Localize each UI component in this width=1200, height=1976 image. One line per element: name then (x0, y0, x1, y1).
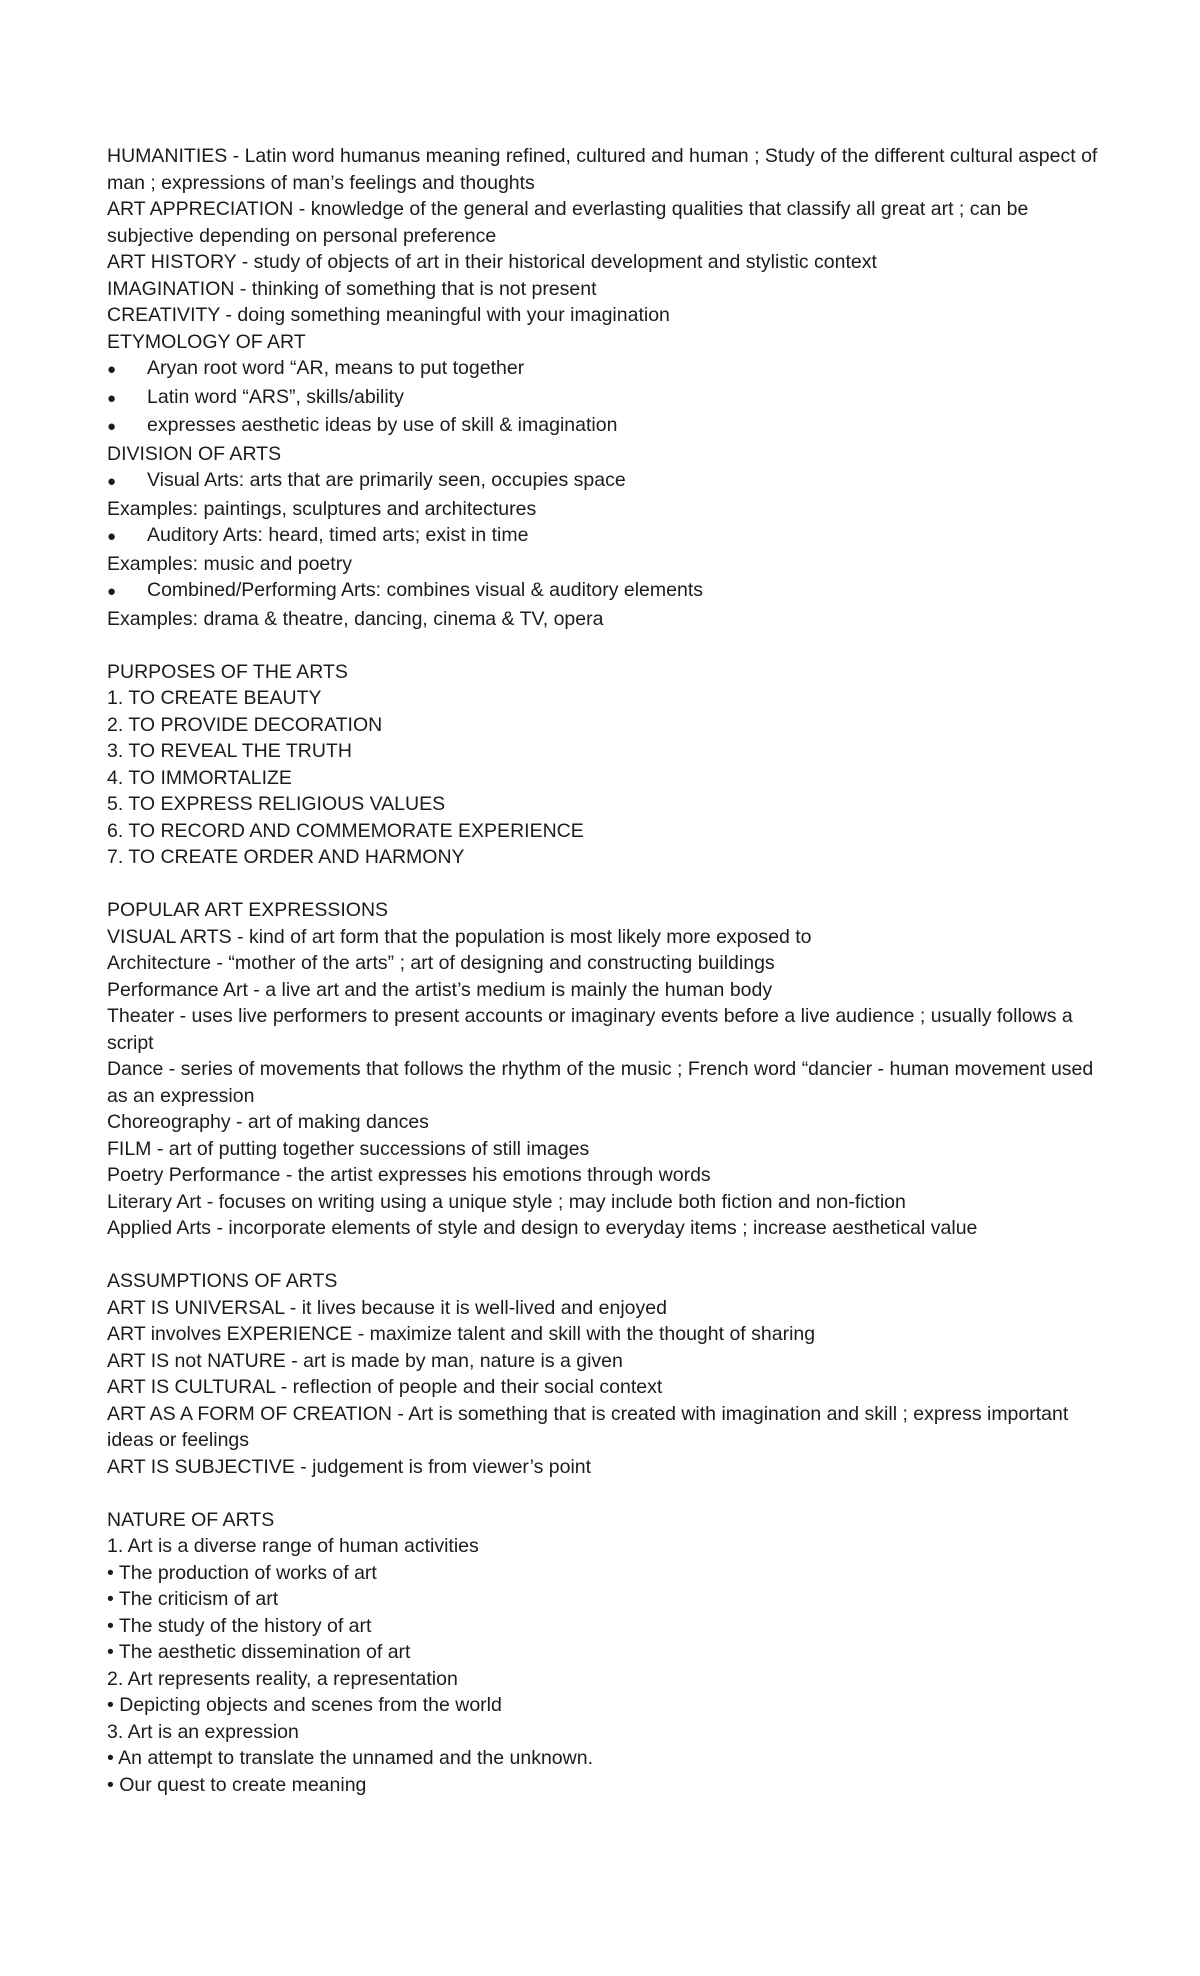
purpose-item: 2. TO PROVIDE DECORATION (107, 713, 383, 736)
document-page (107, 143, 1107, 1798)
division-example: Examples: music and poetry (107, 552, 352, 575)
assumption-item: ART IS SUBJECTIVE - judgement is from viewer’s point (107, 1455, 592, 1478)
bullet-icon: ● (107, 528, 117, 545)
assumption-item: ART IS UNIVERSAL - it lives because it is well-lived and enjoyed (107, 1296, 667, 1319)
division-example: Examples: paintings, sculptures and architectures (107, 497, 537, 520)
creativity-definition: CREATIVITY - doing something meaningful with your imagination (107, 304, 670, 326)
nature-item: • Depicting objects and scenes from the world (107, 1694, 502, 1716)
assumptions-section (107, 1268, 1107, 1480)
popular-item: Applied Arts - incorporate elements of style and design to everyday items ; increase aesthetical value (107, 1217, 978, 1239)
bullet-icon: ● (107, 473, 117, 490)
purposes-section (107, 659, 1107, 871)
art-history-definition: ART HISTORY - study of objects of art in their historical development and stylistic context (107, 251, 877, 273)
assumption-item: ART AS A FORM OF CREATION - Art is something that is created with imagination and skill ; express important ideas or feelings (107, 1402, 1074, 1451)
nature-item: • Our quest to create meaning (107, 1773, 367, 1796)
popular-item: Dance - series of movements that follows the rhythm of the music ; French word “dancier - human movement used as an expression (107, 1058, 1099, 1107)
nature-heading: NATURE OF ARTS (107, 1508, 275, 1531)
etymology-bullet (107, 355, 1107, 384)
division-section (107, 441, 1107, 633)
nature-item: 1. Art is a diverse range of human activities (107, 1535, 479, 1557)
division-bullet-text: Visual Arts: arts that are primarily seen, occupies space (147, 469, 626, 491)
division-example: Examples: drama & theatre, dancing, cinema & TV, opera (107, 607, 604, 630)
etymology-bullet (107, 412, 1107, 441)
division-bullet (107, 577, 1107, 606)
etymology-bullet-text: expresses aesthetic ideas by use of skill & imagination (147, 414, 618, 436)
nature-section (107, 1507, 1107, 1799)
popular-item: Architecture - “mother of the arts” ; art of designing and constructing buildings (107, 952, 775, 974)
nature-item: 2. Art represents reality, a representation (107, 1667, 458, 1690)
division-bullet (107, 522, 1107, 551)
popular-heading: POPULAR ART EXPRESSIONS (107, 899, 389, 921)
etymology-section (107, 329, 1107, 441)
nature-item: 3. Art is an expression (107, 1720, 299, 1743)
assumption-item: ART involves EXPERIENCE - maximize talent and skill with the thought of sharing (107, 1323, 816, 1345)
bullet-icon: ● (107, 361, 117, 378)
popular-item: Performance Art - a live art and the artist’s medium is mainly the human body (107, 978, 773, 1001)
popular-item: VISUAL ARTS - kind of art form that the population is most likely more exposed to (107, 925, 812, 948)
art-appreciation-definition: ART APPRECIATION - knowledge of the general and everlasting qualities that classify all great art ; can be subjective depending on personal preference (107, 198, 1034, 247)
division-bullet (107, 467, 1107, 496)
bullet-icon: ● (107, 389, 117, 407)
bullet-icon: ● (107, 583, 117, 600)
section-spacer (107, 871, 1107, 898)
purpose-item: 7. TO CREATE ORDER AND HARMONY (107, 846, 465, 868)
nature-item: • The study of the history of art (107, 1614, 372, 1637)
nature-item: • An attempt to translate the unnamed and the unknown. (107, 1747, 593, 1769)
section-spacer (107, 1242, 1107, 1269)
popular-item: FILM - art of putting together successions of still images (107, 1137, 590, 1160)
popular-item: Literary Art - focuses on writing using a unique style ; may include both fiction and non-fiction (107, 1190, 906, 1213)
nature-item: • The production of works of art (107, 1561, 377, 1584)
division-bullet-text: Combined/Performing Arts: combines visual & auditory elements (147, 579, 703, 601)
assumption-item: ART IS not NATURE - art is made by man, nature is a given (107, 1349, 623, 1372)
humanities-definition: HUMANITIES - Latin word humanus meaning refined, cultured and human ; Study of the different cultural aspect of man ; expressions of man’s feelings and thoughts (107, 145, 1103, 194)
nature-item: • The criticism of art (107, 1588, 279, 1610)
purpose-item: 5. TO EXPRESS RELIGIOUS VALUES (107, 793, 446, 815)
popular-expressions-section (107, 897, 1107, 1242)
imagination-definition: IMAGINATION - thinking of something that is not present (107, 277, 597, 300)
popular-item: Theater - uses live performers to present accounts or imaginary events before a live audience ; usually follows a script (107, 1005, 1079, 1054)
definitions-section (107, 143, 1107, 329)
purpose-item: 3. TO REVEAL THE TRUTH (107, 740, 352, 762)
purpose-item: 4. TO IMMORTALIZE (107, 766, 292, 789)
bullet-icon: ● (107, 418, 117, 435)
popular-item: Poetry Performance - the artist expresses his emotions through words (107, 1164, 711, 1186)
assumption-item: ART IS CULTURAL - reflection of people and their social context (107, 1376, 663, 1398)
purpose-item: 1. TO CREATE BEAUTY (107, 687, 322, 709)
popular-item: Choreography - art of making dances (107, 1111, 429, 1133)
division-heading: DIVISION OF ARTS (107, 442, 282, 465)
purpose-item: 6. TO RECORD AND COMMEMORATE EXPERIENCE (107, 819, 584, 842)
etymology-heading: ETYMOLOGY OF ART (107, 330, 306, 353)
section-spacer (107, 1480, 1107, 1507)
division-bullet-text: Auditory Arts: heard, timed arts; exist in time (147, 524, 529, 546)
assumptions-heading: ASSUMPTIONS OF ARTS (107, 1270, 338, 1292)
purposes-heading: PURPOSES OF THE ARTS (107, 660, 348, 683)
etymology-bullet (107, 384, 1107, 413)
section-spacer (107, 632, 1107, 659)
etymology-bullet-text: Aryan root word “AR, means to put together (147, 357, 525, 379)
etymology-bullet-text: Latin word “ARS”, skills/ability (147, 385, 404, 408)
nature-item: • The aesthetic dissemination of art (107, 1641, 411, 1663)
